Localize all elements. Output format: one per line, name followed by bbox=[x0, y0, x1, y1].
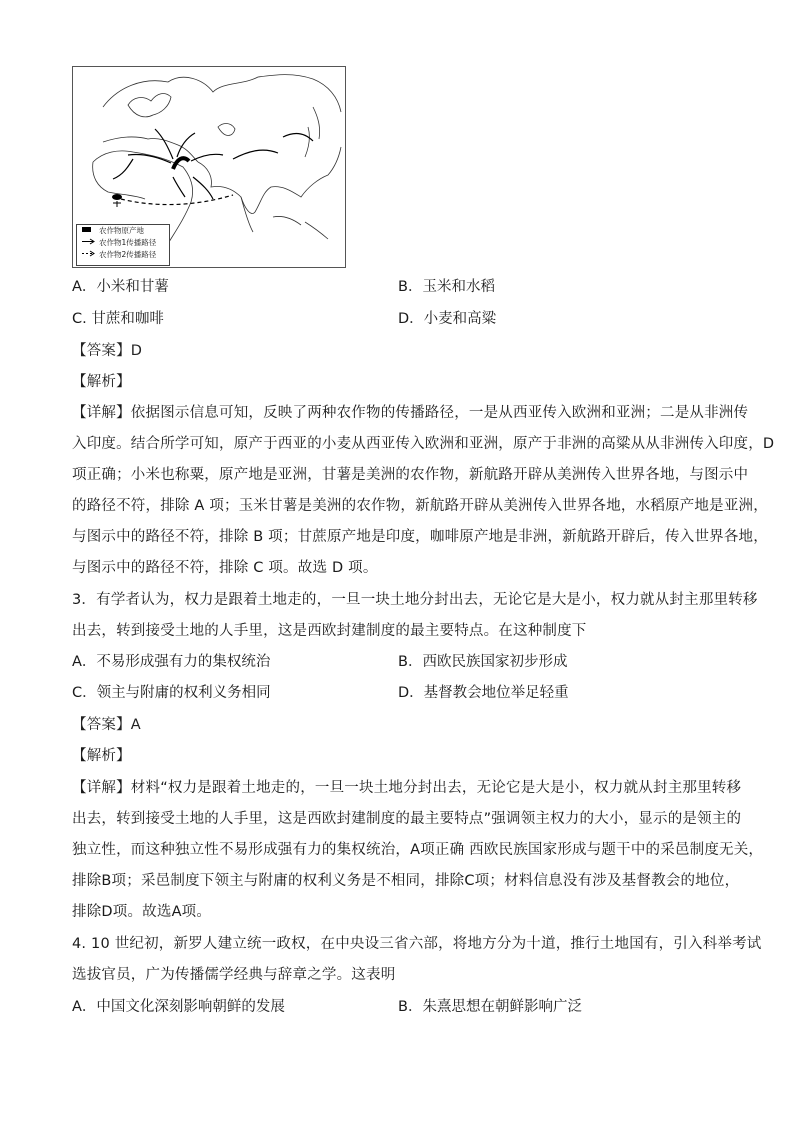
map-legend bbox=[76, 224, 170, 266]
dashed-arrow-icon bbox=[81, 249, 99, 261]
legend-crop2 bbox=[77, 249, 169, 261]
q3-option-c: C．领主与附庸的权利义务相同 bbox=[72, 685, 271, 701]
q3-answer: 【答案】A bbox=[72, 717, 141, 733]
q2-detail-line: 项正确；小米也称粟，原产地是亚洲，甘薯是美洲的农作物，新航路开辟从美洲传入世界各地，与图示中 bbox=[72, 467, 749, 483]
legend-crop2-label: 农作物2传播路径 bbox=[99, 250, 157, 259]
q3-detail-line: 【详解】材料“权力是跟着土地走的，一旦一块土地分封出去，无论它是大是小，权力就从封主那里转移 bbox=[72, 780, 742, 796]
q2-analysis-heading: 【解析】 bbox=[72, 374, 131, 390]
q3-detail-line: 排除B项；采邑制度下领主与附庸的权利义务是不相同，排除C项；材料信息没有涉及基督教会的地位， bbox=[72, 873, 740, 889]
solid-arrow-icon bbox=[81, 237, 99, 249]
q2-option-c: C. 甘蔗和咖啡 bbox=[72, 311, 164, 327]
q3-option-a: A．不易形成强有力的集权统治 bbox=[72, 654, 271, 670]
q4-option-b: B．朱熹思想在朝鲜影响广泛 bbox=[398, 999, 582, 1015]
q2-answer: 【答案】D bbox=[72, 343, 143, 359]
q3-stem-line: 出去，转到接受土地的人手里，这是西欧封建制度的最主要特点。在这种制度下 bbox=[72, 623, 587, 639]
q2-detail-line: 与图示中的路径不符，排除 B 项；甘蔗原产地是印度，咖啡原产地是非洲，新航路开辟后，传入世界各地， bbox=[72, 529, 768, 545]
filled-rect-icon bbox=[81, 225, 99, 237]
legend-origin-label: 农作物原产地 bbox=[99, 226, 144, 235]
q4-stem-line: 4. 10 世纪初，新罗人建立统一政权，在中央设三省六部，将地方分为十道，推行土地国有，引入科举考试 bbox=[72, 936, 762, 952]
q2-option-d: D．小麦和高粱 bbox=[398, 311, 497, 327]
q3-detail-line: 独立性，而这种独立性不易形成强有力的集权统治，A项正确 西欧民族国家形成与题干中的采邑制度无关， bbox=[72, 842, 764, 858]
q4-stem-line: 选拔官员，广为传播儒学经典与辞章之学。这表明 bbox=[72, 967, 396, 983]
q3-detail-line: 出去，转到接受土地的人手里，这是西欧封建制度的最主要特点”强调领主权力的大小，显示的是领主的 bbox=[72, 811, 742, 827]
q2-detail-line: 入印度。结合所学可知，原产于西亚的小麦从西亚传入欧洲和亚洲，原产于非洲的高粱从从非洲传入印度，D bbox=[72, 436, 775, 452]
legend-crop1-label: 农作物1传播路径 bbox=[99, 238, 157, 247]
q4-option-a: A．中国文化深刻影响朝鲜的发展 bbox=[72, 999, 285, 1015]
q3-detail-line: 排除D项。故选A项。 bbox=[72, 904, 212, 920]
crop-spread-map bbox=[72, 66, 346, 268]
q2-option-a: A．小米和甘薯 bbox=[72, 279, 169, 295]
q3-analysis-heading: 【解析】 bbox=[72, 748, 131, 764]
legend-crop1 bbox=[77, 237, 169, 249]
q3-stem-line: 3．有学者认为，权力是跟着土地走的，一旦一块土地分封出去，无论它是大是小，权力就从封主那里转移 bbox=[72, 592, 758, 608]
q2-option-b: B．玉米和水稻 bbox=[398, 279, 495, 295]
q2-detail-line: 与图示中的路径不符，排除 C 项。故选 D 项。 bbox=[72, 560, 378, 576]
q2-detail-line: 【详解】依据图示信息可知，反映了两种农作物的传播路径，一是从西亚传入欧洲和亚洲；二是从非洲传 bbox=[72, 405, 749, 421]
q3-option-d: D．基督教会地位举足轻重 bbox=[398, 685, 569, 701]
q2-detail-line: 的路径不符，排除 A 项；玉米甘薯是美洲的农作物，新航路开辟从美洲传入世界各地，水稻原产地是亚洲， bbox=[72, 498, 768, 514]
legend-origin bbox=[77, 225, 169, 237]
q3-option-b: B．西欧民族国家初步形成 bbox=[398, 654, 568, 670]
